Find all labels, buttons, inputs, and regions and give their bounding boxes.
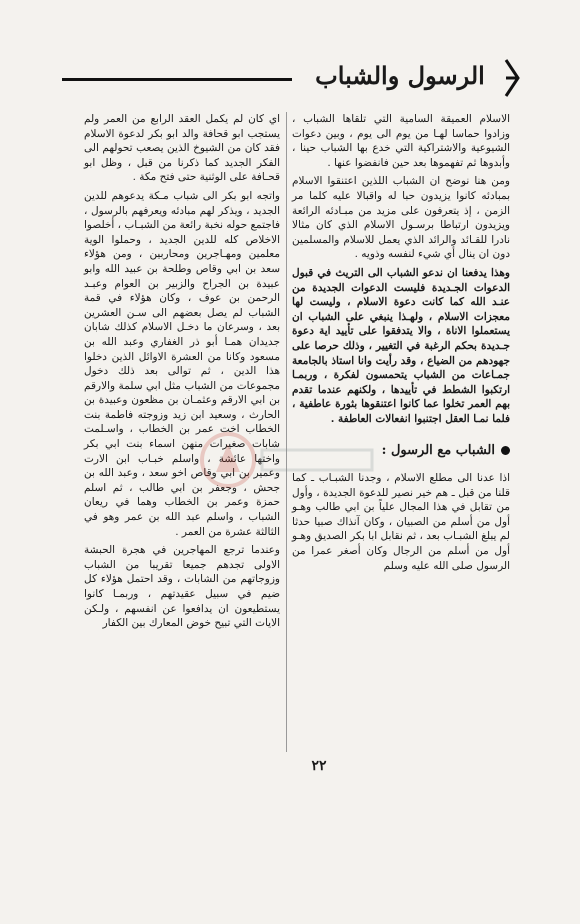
bracket-arrow-icon [502, 58, 522, 98]
section-heading-text: الشباب مع الرسول : [381, 443, 495, 459]
paragraph: واتجه ابو بكر الى شباب مـكة يدعوهم للدين الجديد ، ويذكر لهم مبادئه ويعرفهم بالرسول ، فاجتمع حوله نخبة رائعة من الشبـاب ، أخلصوا الاخلاص كله للدين الجديد ، وحملوا الوية معلمين ومهـاجرين ومحاربين ، ومن هؤلاء سعد بن ابي وقاص وطلحة بن عبيد الله وابو عبيدة بن الجراح والزبير بن العوام وعبـد الرحمن بن عوف ، وكان هؤلاء في قمة الشباب لم يصل بعضهم الى سـن العشرين بعد ، وسرعان ما دخـل الاسلام كذلك شابان جديدان همـا أبو ذر الغفاري وعبد الله بن مسعود وكانا من العشرة الاوائل الذين دخلوا هذا الدين ، ثم توالى بعد ذلك دخول مجموعات من الشباب مثل ابي سلمة والارقم بن ابي الارقم وعثمـان بن مظعون وعبيدة بن الحارث ، وسعيد ابن زيد وزوجته فاطمة بنت الخطاب اخت عمر بن الخطاب ، واسـلمت شابات صغيرات منهن اسماء بنت ابي بكر واختها عائشة ، واسلم خبـاب ابن الارت وعمير بن ابي وقاص اخو سعد ، وعبد الله بن جحش ، وجعفر بن ابي طالب ، ثم اسلم حمزة وعمر بن الخطاب وهما في ريعان الشباب ، واسلم عبد الله بن عمر وهو في الثالثة عشرة من العمر . [84, 189, 280, 538]
paragraph: وهذا يدفعنا ان ندعو الشباب الى التريث في قبول الدعوات الجـديدة فليست الدعوات الجديدة من عنـد الله كما كانت دعوة الاسلام ، وليست لها معجزات الاسلام ، ولهـذا ينبغي على الشباب ان يستعملوا الاناة ، والا يتدفقوا على تأييد اية دعوة جـديدة بحكم الرغبة في التغيير ، وذلك حرصا على جهودهم من الضياع ، وقد رأيت وانا استاذ بالجامعة جمـاعات من الشباب يتحمسون لفكرة ، وربمـا ارتكبوا الشطط في تأييدها ، ولكنهم عندما تقدم بهم العمر تخلوا عما كانوا اعتنقوها بثورة عاطفية ، فلما نمـا العقل اجتنبوا انفعالات العاطفة . [292, 266, 510, 425]
paragraph: الاسلام العميقة السامية التي تلقاها الشباب ، وزادوا حماسا لهـا من يوم الى يوم ، وبين دعوات الشيوعية والاشتراكية التي خدع بها الشباب حينا ، وأبدوها ثم تفهموها بعد حين فانفضوا عنها . [292, 113, 510, 169]
column-divider [286, 112, 287, 752]
bullet-icon [501, 446, 510, 455]
right-column [292, 112, 510, 577]
paragraph: اذا عدنا الى مطلع الاسلام ، وجدنا الشبـاب ـ كما قلنا من قبل ـ هم خير نصير للدعوة الجديدة ، وأول من تقابل في هذا المجال علياً بن ابي طالب وهـو أول من أسلم من الصبيان ، وكان آنذاك صبيا حدثا لم يبلغ الشبـاب بعد ، ثم نقابل ابا بكر الصديق وهـو أول من أسلم من الرجال وكان أصغر عمرا من الرسول صلى الله عليه وسلم [292, 472, 510, 572]
left-column [84, 112, 280, 635]
article-title: الرسول والشباب [315, 61, 485, 90]
paragraph: ومن هنا نوضح ان الشباب اللذين اعتنقوا الاسلام بمبادئه كانوا يزيدون حبا له واقبالا عليه كلما مر الزمن ، إذ يتعرفون على مزيد من مبـادئه الرائعة ويزيدون ارتباطا برسـول الاسلام الذي كان مثالا نادرا للقـائد والرائد الذي يعمل للاسلام والمسلمين دون ان ينال أي شيء لنفسه وذويه . [292, 175, 510, 261]
page-number: ٢٢ [311, 758, 327, 774]
article-header [62, 52, 522, 96]
paragraph: اي كان لم يكمل العقد الرابع من العمر ولم يستجب ابو قحافة والد ابو بكر لدعوة الاسلام فقد كان من الشيوخ الذين يصعب تحولهم الى الفكر الجديد كما ذكرنا من قبل ، وظل ابو قحـافة على الوثنية حتى فتح مكة . [84, 113, 280, 184]
paragraph: وعندما ترجع المهاجرين في هجرة الحبشة الاولى تجدهم جميعا تقريبا من الشباب وزوجاتهم من الشابات ، وقد احتمل هؤلاء كل ضيم في سبيل عقيدتهم ، وربمـا كانوا يستطيعون ان يدافعوا عن انفسهم ، ولـكن الايات التي تبيح خوض المعارك بين الكفار [84, 544, 280, 630]
header-rule [62, 78, 292, 81]
section-heading [292, 444, 510, 459]
